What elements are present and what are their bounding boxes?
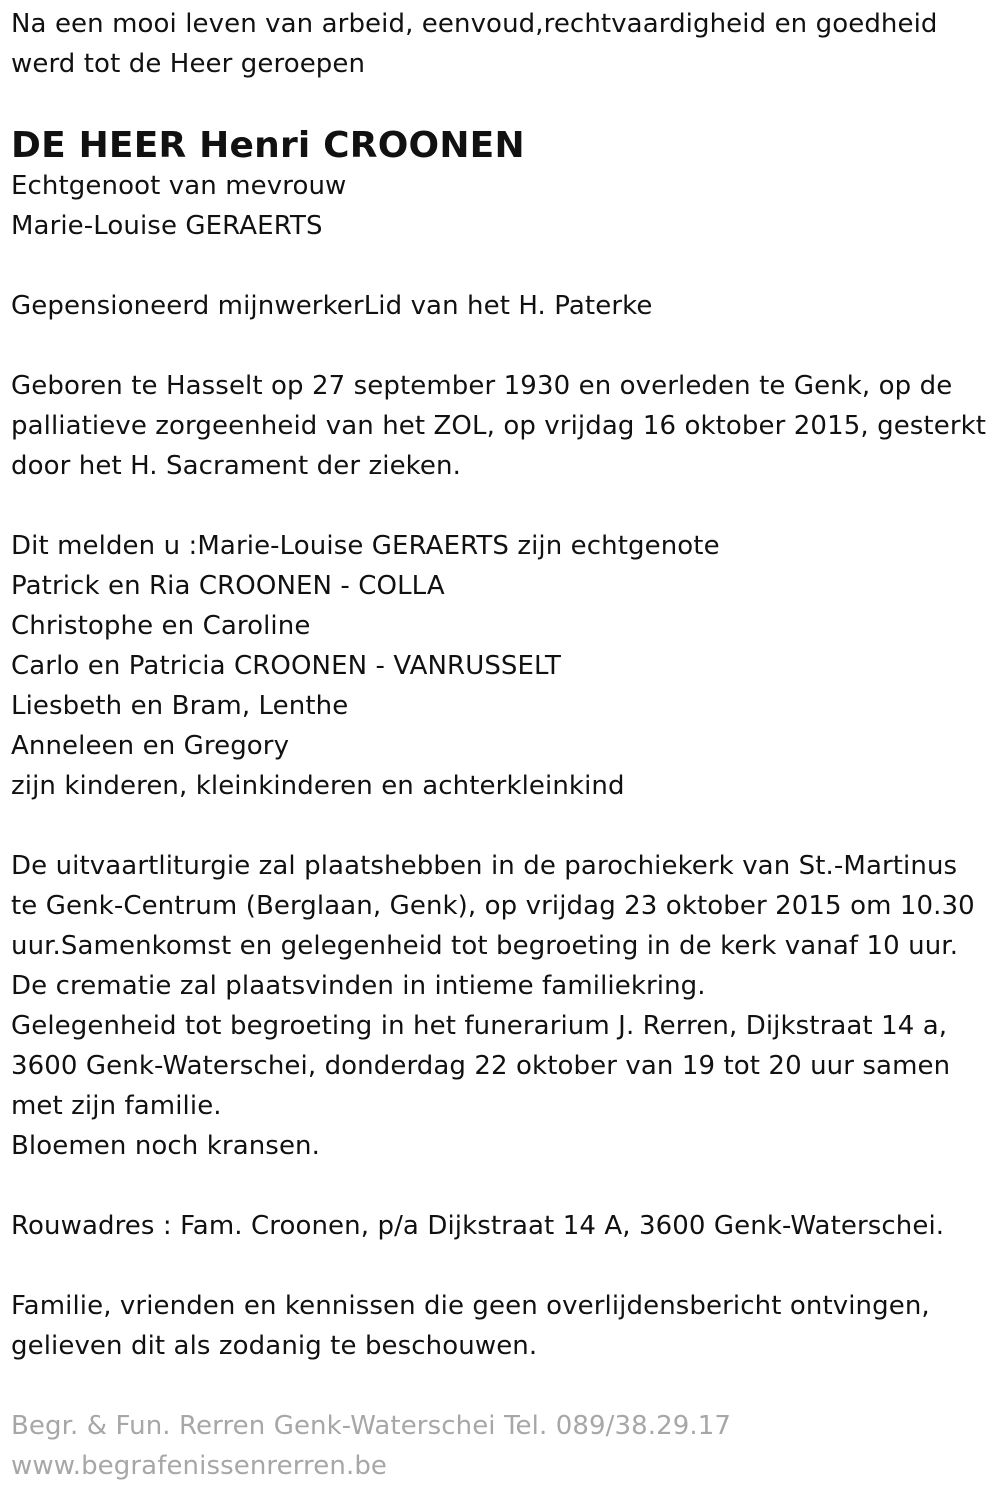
intro-section [11, 4, 991, 84]
family-line: Liesbeth en Bram, Lenthe [11, 691, 349, 721]
intro-line: Na een mooi leven van arbeid, eenvoud,rechtvaardigheid en goedheid [11, 9, 938, 39]
occupation-line: Gepensioneerd mijnwerkerLid van het H. Paterke [11, 291, 653, 321]
family-line: zijn kinderen, kleinkinderen en achterkleinkind [11, 771, 625, 801]
family-line: Patrick en Ria CROONEN - COLLA [11, 571, 445, 601]
funeral-line: met zijn familie. [11, 1091, 222, 1121]
family-line: Dit melden u :Marie-Louise GERAERTS zijn echtgenote [11, 531, 720, 561]
family-line: Anneleen en Gregory [11, 731, 290, 761]
family-line: Carlo en Patricia CROONEN - VANRUSSELT [11, 651, 562, 681]
funeral-line: te Genk-Centrum (Berglaan, Genk), op vrijdag 23 oktober 2015 om 10.30 [11, 891, 975, 921]
closing-line: gelieven dit als zodanig te beschouwen. [11, 1331, 538, 1361]
deceased-name: DE HEER Henri CROONEN [11, 125, 525, 166]
funeral-line: De crematie zal plaatsvinden in intieme familiekring. [11, 971, 706, 1001]
intro-line: werd tot de Heer geroepen [11, 49, 366, 79]
family-line: Christophe en Caroline [11, 611, 311, 641]
spouse-line: Marie-Louise GERAERTS [11, 211, 323, 241]
obituary-notice [11, 4, 991, 1486]
funeral-section [11, 846, 991, 1166]
birth-death-line: palliatieve zorgeenheid van het ZOL, op vrijdag 16 oktober 2015, gesterkt [11, 411, 987, 441]
closing-line: Familie, vrienden en kennissen die geen overlijdensbericht ontvingen, [11, 1291, 930, 1321]
funeral-line: De uitvaartliturgie zal plaatshebben in de parochiekerk van St.-Martinus [11, 851, 958, 881]
birth-death-line: door het H. Sacrament der zieken. [11, 451, 461, 481]
funeral-line: Gelegenheid tot begroeting in het funerarium J. Rerren, Dijkstraat 14 a, [11, 1011, 948, 1041]
family-section [11, 526, 991, 806]
closing-section [11, 1286, 991, 1366]
spouse-section [11, 166, 991, 246]
birth-death-section [11, 366, 991, 486]
spouse-line: Echtgenoot van mevrouw [11, 171, 347, 201]
funeral-home-contact: Begr. & Fun. Rerren Genk-Waterschei Tel. 089/38.29.17 [11, 1411, 732, 1441]
funeral-home-footer [11, 1406, 991, 1486]
birth-death-line: Geboren te Hasselt op 27 september 1930 en overleden te Genk, op de [11, 371, 953, 401]
funeral-line: Bloemen noch kransen. [11, 1131, 320, 1161]
funeral-home-website: www.begrafenissenrerren.be [11, 1451, 388, 1481]
funeral-line: uur.Samenkomst en gelegenheid tot begroeting in de kerk vanaf 10 uur. [11, 931, 959, 961]
mourning-address: Rouwadres : Fam. Croonen, p/a Dijkstraat 14 A, 3600 Genk-Waterschei. [11, 1211, 945, 1241]
funeral-line: 3600 Genk-Waterschei, donderdag 22 oktober van 19 tot 20 uur samen [11, 1051, 951, 1081]
